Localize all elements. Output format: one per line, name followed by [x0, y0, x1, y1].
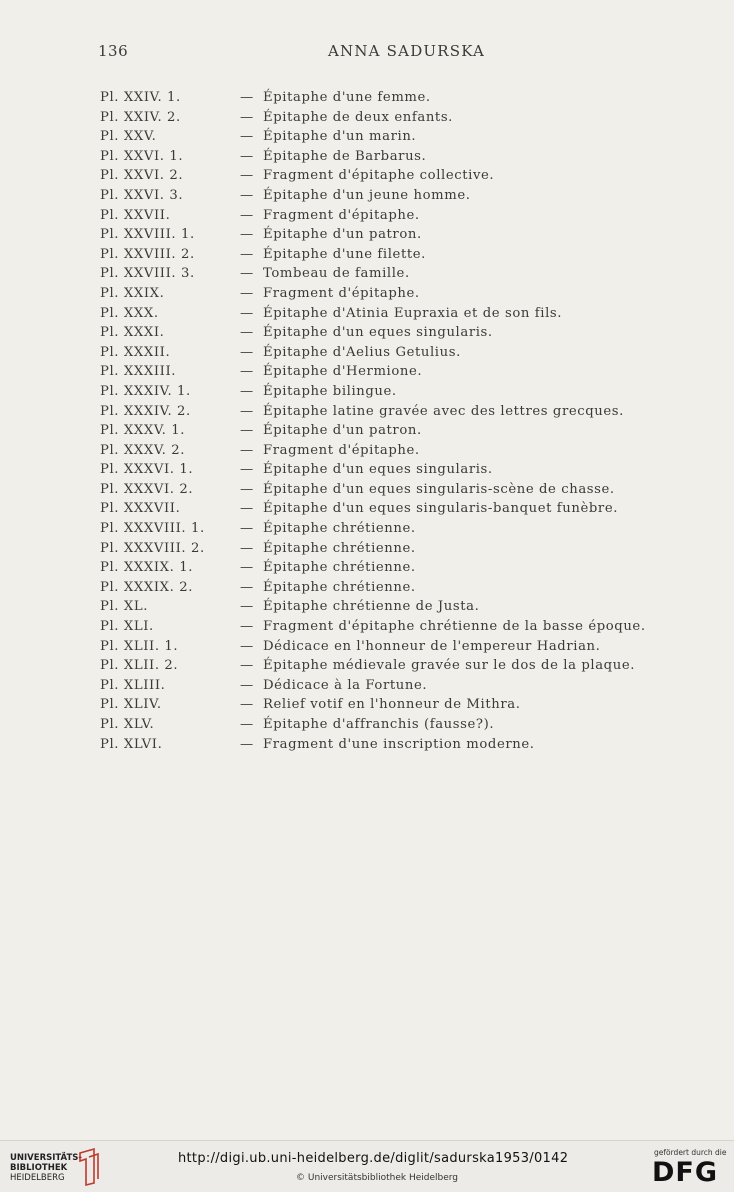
plate-dash: —: [240, 227, 254, 243]
plate-dash: —: [240, 383, 254, 399]
plate-dash: —: [240, 619, 254, 635]
plate-description: Tombeau de famille.: [263, 266, 410, 282]
running-head: ANNA SADURSKA: [328, 42, 486, 60]
plate-entry: [100, 715, 700, 735]
plate-label: Pl. XXXVIII. 2.: [100, 540, 205, 556]
page-number: 136: [98, 42, 129, 60]
document-url-link[interactable]: http://digi.ub.uni-heidelberg.de/diglit/sadurska1953/0142: [178, 1151, 569, 1166]
plate-description: Épitaphe d'affranchis (fausse?).: [263, 717, 495, 732]
plate-entry: [100, 264, 700, 284]
dfg-logo[interactable]: DFG: [652, 1157, 719, 1188]
plate-entry: [100, 637, 700, 657]
plate-dash: —: [240, 462, 254, 478]
plate-label: Pl. XXX.: [100, 305, 159, 321]
plate-description: Fragment d'épitaphe chrétienne de la basse époque.: [263, 619, 646, 635]
plate-label: Pl. XXXIII.: [100, 364, 177, 380]
plate-entry: [100, 617, 700, 637]
plate-dash: —: [240, 187, 254, 203]
plate-description: Épitaphe d'une filette.: [263, 246, 426, 262]
plate-description: Épitaphe de Barbarus.: [263, 148, 427, 164]
plate-entry: [100, 166, 700, 186]
plate-entry: [100, 735, 700, 755]
plate-label: Pl. XLIII.: [100, 677, 166, 693]
plate-description: Épitaphe d'un marin.: [263, 129, 417, 145]
plate-label: Pl. XLI.: [100, 619, 154, 635]
plate-dash: —: [240, 129, 254, 145]
plate-dash: —: [240, 540, 254, 556]
plate-label: Pl. XXIV. 2.: [100, 109, 181, 125]
plate-dash: —: [240, 423, 254, 439]
plate-label: Pl. XXXVIII. 1.: [100, 521, 205, 537]
footer-bar: [0, 1140, 734, 1192]
plate-entry: [100, 382, 700, 402]
plate-dash: —: [240, 677, 254, 693]
plate-description: Épitaphe latine gravée avec des lettres grecques.: [263, 403, 624, 419]
library-logo[interactable]: [10, 1153, 82, 1183]
plate-description: Épitaphe d'Atinia Eupraxia et de son fils.: [263, 305, 563, 321]
plate-description: Dédicace en l'honneur de l'empereur Hadrian.: [263, 638, 601, 654]
plate-dash: —: [240, 697, 254, 713]
plate-description: Épitaphe d'un eques singularis-banquet funèbre.: [263, 501, 619, 517]
plate-label: Pl. XXVI. 2.: [100, 168, 184, 184]
plate-entry: [100, 186, 700, 206]
plate-label: Pl. XXVI. 3.: [100, 187, 184, 203]
plate-dash: —: [240, 736, 254, 752]
plate-description: Épitaphe d'un patron.: [263, 227, 422, 243]
plate-list: [100, 88, 700, 754]
plate-description: Relief votif en l'honneur de Mithra.: [263, 697, 521, 713]
plate-entry: [100, 656, 700, 676]
plate-description: Épitaphe d'Aelius Getulius.: [263, 344, 461, 360]
plate-label: Pl. XXXIV. 1.: [100, 383, 191, 399]
plate-label: Pl. XLV.: [100, 717, 155, 732]
plate-dash: —: [240, 90, 254, 105]
plate-entry: [100, 284, 700, 304]
plate-description: Épitaphe chrétienne.: [263, 579, 416, 595]
plate-dash: —: [240, 442, 254, 458]
plate-dash: —: [240, 579, 254, 595]
plate-description: Épitaphe d'un eques singularis.: [263, 325, 493, 341]
plate-dash: —: [240, 364, 254, 380]
plate-entry: [100, 225, 700, 245]
plate-entry: [100, 323, 700, 343]
plate-dash: —: [240, 325, 254, 341]
plate-description: Fragment d'épitaphe.: [263, 285, 420, 301]
plate-description: Épitaphe d'Hermione.: [263, 364, 423, 380]
plate-label: Pl. XXIV. 1.: [100, 90, 181, 105]
plate-entry: [100, 127, 700, 147]
plate-label: Pl. XXXIV. 2.: [100, 403, 191, 419]
plate-dash: —: [240, 717, 254, 732]
plate-dash: —: [240, 521, 254, 537]
plate-description: Épitaphe chrétienne de Justa.: [263, 599, 480, 615]
plate-entry: [100, 421, 700, 441]
library-name-line-2: BIBLIOTHEK: [10, 1163, 68, 1173]
plate-description: Épitaphe médievale gravée sur le dos de la plaque.: [263, 658, 636, 674]
plate-description: Épitaphe d'une femme.: [263, 90, 431, 105]
plate-dash: —: [240, 638, 254, 654]
plate-dash: —: [240, 109, 254, 125]
plate-description: Épitaphe de deux enfants.: [263, 109, 453, 125]
plate-description: Fragment d'épitaphe collective.: [263, 168, 495, 184]
plate-entry: [100, 460, 700, 480]
library-emblem-icon: [76, 1147, 102, 1187]
plate-dash: —: [240, 168, 254, 184]
plate-entry: [100, 402, 700, 422]
plate-dash: —: [240, 501, 254, 517]
plate-label: Pl. XXVII.: [100, 207, 171, 223]
plate-label: Pl. XXVIII. 3.: [100, 266, 195, 282]
copyright-notice: © Universitätsbibliothek Heidelberg: [296, 1173, 459, 1183]
plate-dash: —: [240, 148, 254, 164]
plate-label: Pl. XXVIII. 2.: [100, 246, 195, 262]
plate-description: Dédicace à la Fortune.: [263, 677, 428, 693]
plate-entry: [100, 539, 700, 559]
plate-label: Pl. XXVIII. 1.: [100, 227, 195, 243]
plate-entry: [100, 480, 700, 500]
plate-label: Pl. XXXVI. 2.: [100, 481, 194, 497]
plate-description: Épitaphe chrétienne.: [263, 521, 416, 537]
plate-description: Fragment d'épitaphe.: [263, 442, 420, 458]
plate-dash: —: [240, 481, 254, 497]
plate-label: Pl. XLII. 1.: [100, 638, 179, 654]
plate-dash: —: [240, 285, 254, 301]
plate-entry: [100, 558, 700, 578]
plate-description: Épitaphe d'un jeune homme.: [263, 187, 471, 203]
plate-label: Pl. XLVI.: [100, 736, 163, 752]
plate-entry: [100, 147, 700, 167]
plate-dash: —: [240, 344, 254, 360]
plate-description: Épitaphe d'un eques singularis.: [263, 462, 493, 478]
plate-label: Pl. XXXV. 1.: [100, 423, 186, 439]
plate-entry: [100, 206, 700, 226]
plate-entry: [100, 676, 700, 696]
plate-entry: [100, 499, 700, 519]
plate-label: Pl. XXXIX. 1.: [100, 560, 194, 576]
plate-label: Pl. XXIX.: [100, 285, 165, 301]
plate-entry: [100, 362, 700, 382]
plate-dash: —: [240, 560, 254, 576]
plate-description: Épitaphe chrétienne.: [263, 560, 416, 576]
plate-entry: [100, 695, 700, 715]
plate-dash: —: [240, 266, 254, 282]
plate-description: Épitaphe chrétienne.: [263, 540, 416, 556]
plate-description: Fragment d'épitaphe.: [263, 207, 420, 223]
plate-label: Pl. XLIV.: [100, 697, 162, 713]
plate-label: Pl. XXXI.: [100, 325, 165, 341]
plate-dash: —: [240, 599, 254, 615]
plate-label: Pl. XXXVII.: [100, 501, 181, 517]
plate-label: Pl. XXXVI. 1.: [100, 462, 194, 478]
plate-entry: [100, 441, 700, 461]
plate-label: Pl. XXXIX. 2.: [100, 579, 194, 595]
plate-entry: [100, 597, 700, 617]
plate-entry: [100, 343, 700, 363]
plate-label: Pl. XLII. 2.: [100, 658, 179, 674]
library-name-line-3: HEIDELBERG: [10, 1173, 65, 1183]
plate-description: Épitaphe bilingue.: [263, 383, 397, 399]
plate-label: Pl. XXV.: [100, 129, 157, 145]
plate-description: Épitaphe d'un patron.: [263, 423, 422, 439]
plate-entry: [100, 519, 700, 539]
plate-entry: [100, 304, 700, 324]
plate-dash: —: [240, 207, 254, 223]
plate-dash: —: [240, 403, 254, 419]
plate-description: Épitaphe d'un eques singularis-scène de chasse.: [263, 481, 615, 497]
plate-label: Pl. XXVI. 1.: [100, 148, 184, 164]
plate-dash: —: [240, 658, 254, 674]
plate-entry: [100, 108, 700, 128]
plate-entry: [100, 578, 700, 598]
dfg-caption: gefördert durch die: [654, 1148, 727, 1157]
plate-dash: —: [240, 305, 254, 321]
plate-entry: [100, 88, 700, 108]
plate-description: Fragment d'une inscription moderne.: [263, 736, 535, 752]
plate-label: Pl. XXXII.: [100, 344, 171, 360]
plate-entry: [100, 245, 700, 265]
plate-dash: —: [240, 246, 254, 262]
plate-label: Pl. XL.: [100, 599, 149, 615]
library-name-line-1: UNIVERSITÄTS-: [10, 1153, 82, 1163]
plate-label: Pl. XXXV. 2.: [100, 442, 186, 458]
